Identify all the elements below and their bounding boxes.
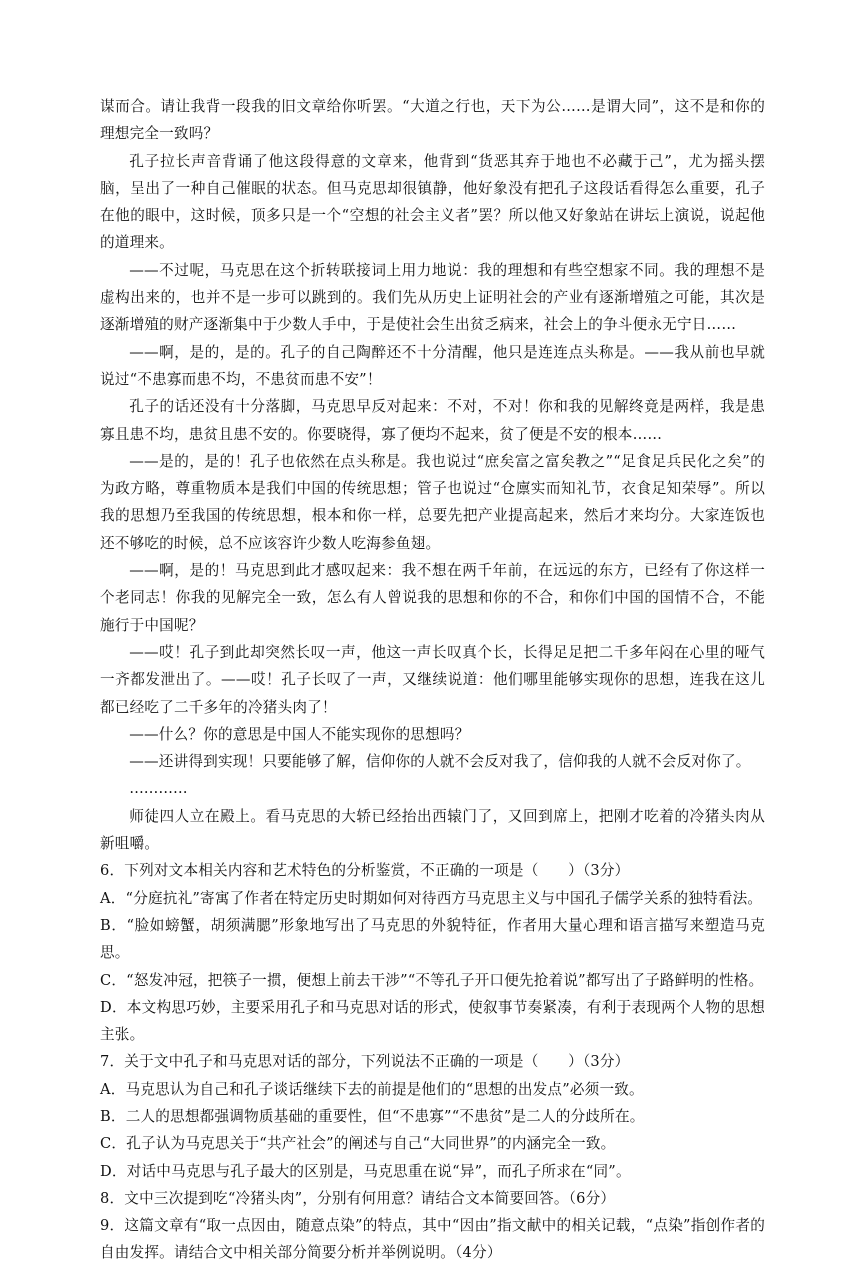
option-a: A．马克思认为自己和孔子谈话继续下去的前提是他们的“思想的出发点”必须一致。	[100, 1080, 644, 1098]
passage-paragraph: ——哎！孔子到此却突然长叹一声，他这一声长叹真个长，长得足足把二千多年闷在心里的哑气一齐都发泄出了。——哎！孔子长叹了一声，又继续说道：他们哪里能够实现你的思想，连我在这儿都已经吃了二千多年的冷猪头肉了！	[100, 643, 765, 716]
passage-paragraph: ——什么？你的意思是中国人不能实现你的思想吗？	[129, 725, 470, 743]
passage-paragraph: ——是的，是的！孔子也依然在点头称是。我也说过“庶矣富之富矣教之”“足食足兵民化之矣”的为政方略，尊重物质本是我们中国的传统思想；管子也说过“仓廪实而知礼节，衣食足知荣辱”。所以我的思想乃至我国的传统思想，根本和你一样，总要先把产业提高起来，然后才来均分。大家连饭也还不够吃的时候，总不应该容许少数人吃海参鱼翅。	[100, 452, 765, 552]
question-stem: 9．这篇文章有“取一点因由，随意点染”的特点，其中“因由”指文献中的相关记载，“点染”指创作者的自由发挥。请结合文中相关部分简要分析并举例说明。（4分）	[100, 1217, 765, 1262]
page-content	[100, 93, 765, 1267]
question-6	[100, 857, 765, 1048]
question-stem: 6．下列对文本相关内容和艺术特色的分析鉴赏，不正确的一项是（ ）（3分）	[100, 862, 630, 880]
question-stem: 8．文中三次提到吃“冷猪头肉”，分别有何用意？请结合文本简要回答。（6分）	[100, 1189, 616, 1207]
option-c: C．“怒发冲冠，把筷子一掼，便想上前去干涉”“不等孔子开口便先抢着说”都写出了子路鲜明的性格。	[100, 971, 764, 989]
passage-paragraph: ——啊，是的，是的。孔子的自己陶醉还不十分清醒，他只是连连点头称是。——我从前也早就说过“不患寡而患不均，不患贫而患不安”！	[100, 343, 765, 388]
option-a: A．“分庭抗礼”寄寓了作者在特定历史时期如何对待西方马克思主义与中国孔子儒学关系的独特看法。	[100, 889, 763, 907]
question-stem: 7．关于文中孔子和马克思对话的部分，下列说法不正确的一项是（ ）（3分）	[100, 1053, 630, 1071]
passage-paragraph: 孔子的话还没有十分落脚，马克思早反对起来：不对，不对！你和我的见解终竟是两样，我是患寡且患不均，患贫且患不安的。你要晓得，寡了便均不起来，贫了便是不安的根本……	[100, 398, 765, 443]
option-d: D．对话中马克思与孔子最大的区别是，马克思重在说“异”，而孔子所求在“同”。	[100, 1162, 631, 1180]
question-8	[100, 1185, 765, 1212]
passage-paragraph: 谋而合。请让我背一段我的旧文章给你听罢。“大道之行也，天下为公……是谓大同”，这不是和你的理想完全一致吗？	[100, 98, 765, 143]
passage-paragraph: 师徒四人立在殿上。看马克思的大轿已经抬出西辕门了，又回到席上，把刚才吃着的冷猪头肉从新咀嚼。	[100, 807, 765, 853]
passage	[100, 93, 765, 857]
option-b: B．“脸如螃蟹，胡须满腮”形象地写出了马克思的外貌特征，作者用大量心理和语言描写来塑造马克思。	[100, 916, 765, 962]
option-c: C．孔子认为马克思关于“共产社会”的阐述与自己“大同世界”的内涵完全一致。	[100, 1135, 616, 1153]
option-d: D．本文构思巧妙，主要采用孔子和马克思对话的形式，使叙事节奏紧凑，有利于表现两个人物的思想主张。	[100, 998, 765, 1044]
passage-paragraph: 孔子拉长声音背诵了他这段得意的文章来，他背到“货恶其弃于地也不必藏于己”，尤为摇头摆脑，呈出了一种自己催眠的状态。但马克思却很镇静，他好象没有把孔子这段话看得怎么重要，孔子在他的眼中，这时候，顶多只是一个“空想的社会主义者”罢？所以他又好象站在讲坛上演说，说起他的道理来。	[100, 152, 765, 252]
ellipsis-line: …………	[129, 780, 188, 798]
passage-paragraph: ——不过呢，马克思在这个折转联接词上用力地说：我的理想和有些空想家不同。我的理想不是虚构出来的，也并不是一步可以跳到的。我们先从历史上证明社会的产业有逐渐增殖之可能，其次是逐渐增殖的财产逐渐集中于少数人手中，于是使社会生出贫乏病来，社会上的争斗便永无宁日……	[100, 261, 765, 334]
passage-paragraph: ——啊，是的！马克思到此才感叹起来：我不想在两千年前，在远远的东方，已经有了你这样一个老同志！你我的见解完全一致，怎么有人曾说我的思想和你的不合，和你们中国的国情不合，不能施行于中国呢？	[100, 562, 765, 634]
question-7	[100, 1048, 765, 1184]
passage-paragraph: ——还讲得到实现！只要能够了解，信仰你的人就不会反对我了，信仰我的人就不会反对你了。	[129, 753, 751, 771]
question-9	[100, 1212, 765, 1267]
option-b: B．二人的思想都强调物质基础的重要性，但“不患寡”“不患贫”是二人的分歧所在。	[100, 1107, 645, 1125]
